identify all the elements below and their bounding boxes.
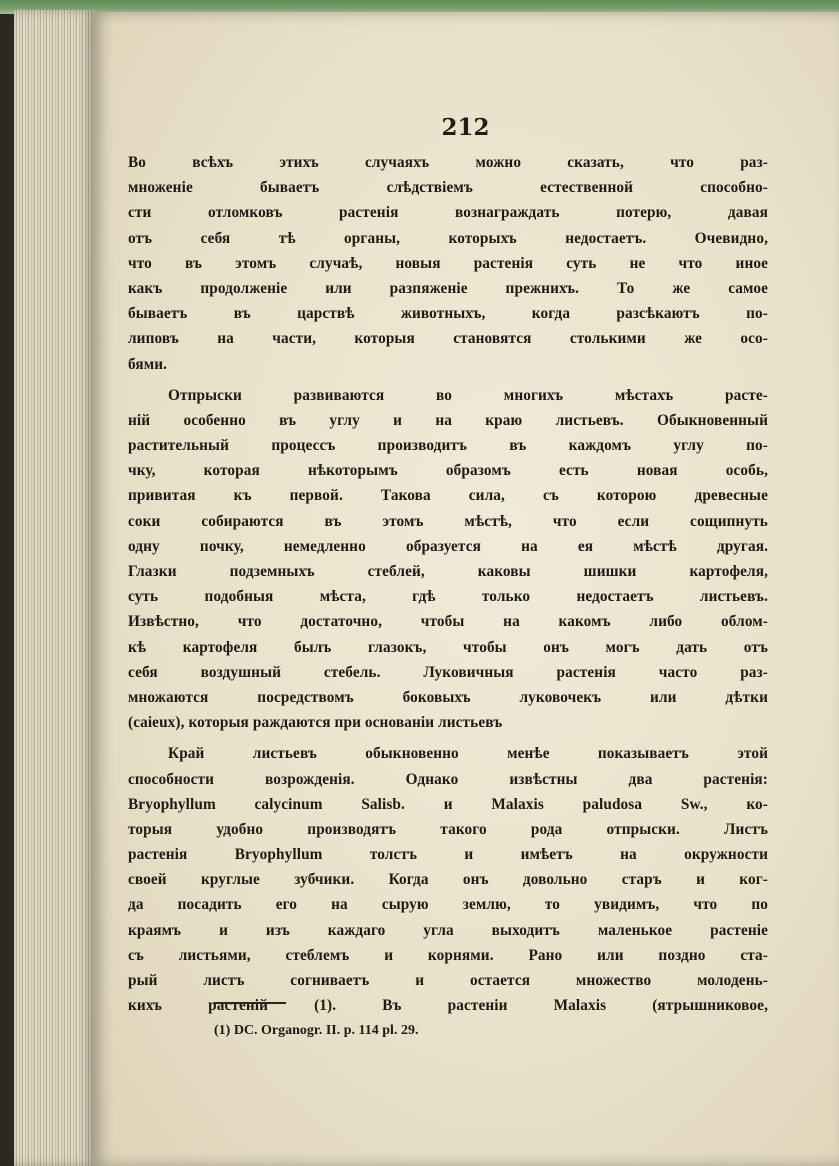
text-line: соки собираются въ этомъ мѣстѣ, что если сощипнуть	[128, 512, 768, 530]
text-line: привитая къ первой. Такова сила, съ которою древесные	[128, 487, 768, 505]
text-line: Край листьевъ обыкновенно менѣе показываетъ этой	[168, 745, 768, 763]
text-line: суть подобныя мѣста, гдѣ только недостаетъ листьевъ.	[128, 588, 768, 606]
text-line: чку, которая нѣкоторымъ образомъ есть новая особь,	[128, 462, 768, 480]
text-line: рый листъ согниваетъ и остается множество молодень-	[128, 972, 768, 989]
text-line: способности возрожденія. Однако извѣстны два растенія:	[128, 770, 768, 788]
text-line: множаются посредствомъ боковыхъ луковочекъ или дѣтки	[128, 688, 768, 706]
text-line: Отпрыски развиваются во многихъ мѣстахъ расте-	[168, 386, 768, 404]
text-line: что въ этомъ случаѣ, новыя растенія суть не что иное	[128, 254, 768, 272]
text-line: растенія Bryophyllum толстъ и имѣетъ на окружности	[128, 846, 768, 864]
text-line: кѣ картофеля былъ глазокъ, чтобы онъ могъ дать отъ	[128, 638, 768, 656]
page-edges	[14, 10, 94, 1166]
text-line: отъ себя тѣ органы, которыхъ недостаетъ. Очевидно,	[128, 229, 768, 247]
text-line: одну почку, немедленно образуется на ея мѣстѣ другая.	[128, 537, 768, 555]
text-line: (caieux), которыя раждаются при основаніи листьевъ	[128, 714, 503, 732]
text-line: какъ продолженіе или разпяженіе прежнихъ. То же самое	[128, 279, 768, 297]
text-line: растительный процессъ производитъ въ каждомъ углу по-	[128, 437, 768, 455]
text-line: съ листьями, стеблемъ и корнями. Рано или поздно ста-	[128, 946, 768, 964]
text-line: Во всѣхъ этихъ случаяхъ можно сказать, что раз-	[128, 154, 768, 171]
page-number: 212	[441, 114, 490, 141]
text-line: бями.	[128, 355, 168, 373]
footnote-rule	[214, 1002, 286, 1004]
text-line: бываетъ въ царствѣ животныхъ, когда разсѣкаютъ по-	[128, 305, 768, 323]
text-line: себя воздушный стебель. Луковичныя растенія часто раз-	[128, 663, 768, 681]
text-line: своей круглые зубчики. Когда онъ довольно старъ и ког-	[128, 871, 768, 889]
text-line: Извѣстно, что достаточно, чтобы на какомъ либо облом-	[128, 613, 768, 631]
text-line: краямъ и изъ каждаго угла выходитъ маленькое растеніе	[128, 921, 768, 939]
text-line: липовъ на части, которыя становятся столькими же осо-	[128, 330, 768, 348]
footnote: (1) DC. Organogr. II. p. 114 pl. 29.	[214, 1023, 419, 1038]
body-text	[128, 150, 768, 1018]
text-line: торыя удобно производятъ такого рода отпрыски. Листъ	[128, 820, 768, 838]
text-line: кихъ растеній (1). Въ растеніи Malaxis (ятрышниковое,	[128, 997, 768, 1015]
text-line: ній особенно въ углу и на краю листьевъ. Обыкновенный	[128, 411, 768, 429]
text-line: Глазки подземныхъ стеблей, каковы шишки картофеля,	[128, 563, 768, 580]
text-line: да посадить его на сырую землю, то увидимъ, что по	[128, 896, 768, 914]
text-line: множеніе бываетъ слѣдствіемъ естественной способно-	[128, 179, 768, 197]
text-line: сти отломковъ растенія вознаграждать потерю, давая	[128, 204, 768, 222]
text-line: Bryophyllum calycinum Salisb. и Malaxis paludosa Sw., ко-	[128, 795, 768, 813]
